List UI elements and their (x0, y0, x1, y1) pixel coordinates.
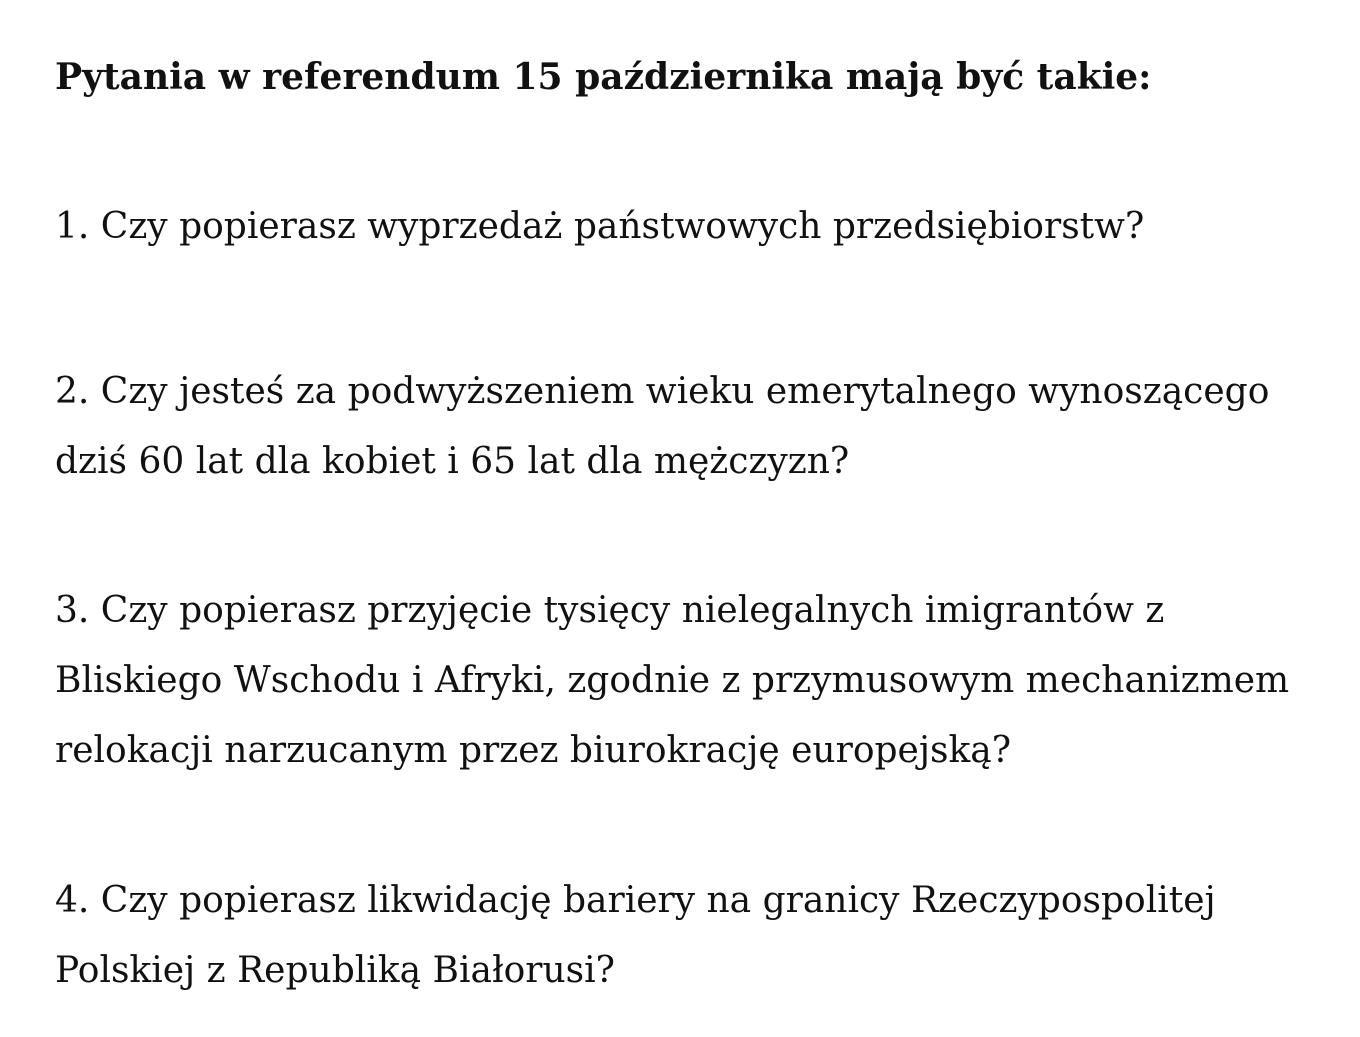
question-1-line-1: 1. Czy popierasz wyprzedaż państwowych przedsiębiorstw? (55, 206, 1145, 247)
question-3-line-2: Bliskiego Wschodu i Afryki, zgodnie z przymusowym mechanizmem (55, 660, 1290, 701)
question-3-line-3: relokacji narzucanym przez biurokrację europejską? (55, 730, 1012, 771)
article-heading: Pytania w referendum 15 października mają być takie: (55, 56, 1152, 98)
question-4 (55, 866, 1345, 1006)
question-2-line-2: dziś 60 lat dla kobiet i 65 lat dla mężczyzn? (55, 441, 850, 482)
question-2-line-1: 2. Czy jesteś za podwyższeniem wieku emerytalnego wynoszącego (55, 371, 1270, 412)
question-3-line-1: 3. Czy popierasz przyjęcie tysięcy nielegalnych imigrantów z (55, 590, 1165, 631)
question-2 (55, 357, 1345, 497)
question-4-line-1: 4. Czy popierasz likwidację bariery na granicy Rzeczypospolitej (55, 880, 1216, 921)
question-4-line-2: Polskiej z Republiką Białorusi? (55, 950, 615, 991)
question-3 (55, 576, 1345, 786)
question-1 (55, 192, 1345, 262)
